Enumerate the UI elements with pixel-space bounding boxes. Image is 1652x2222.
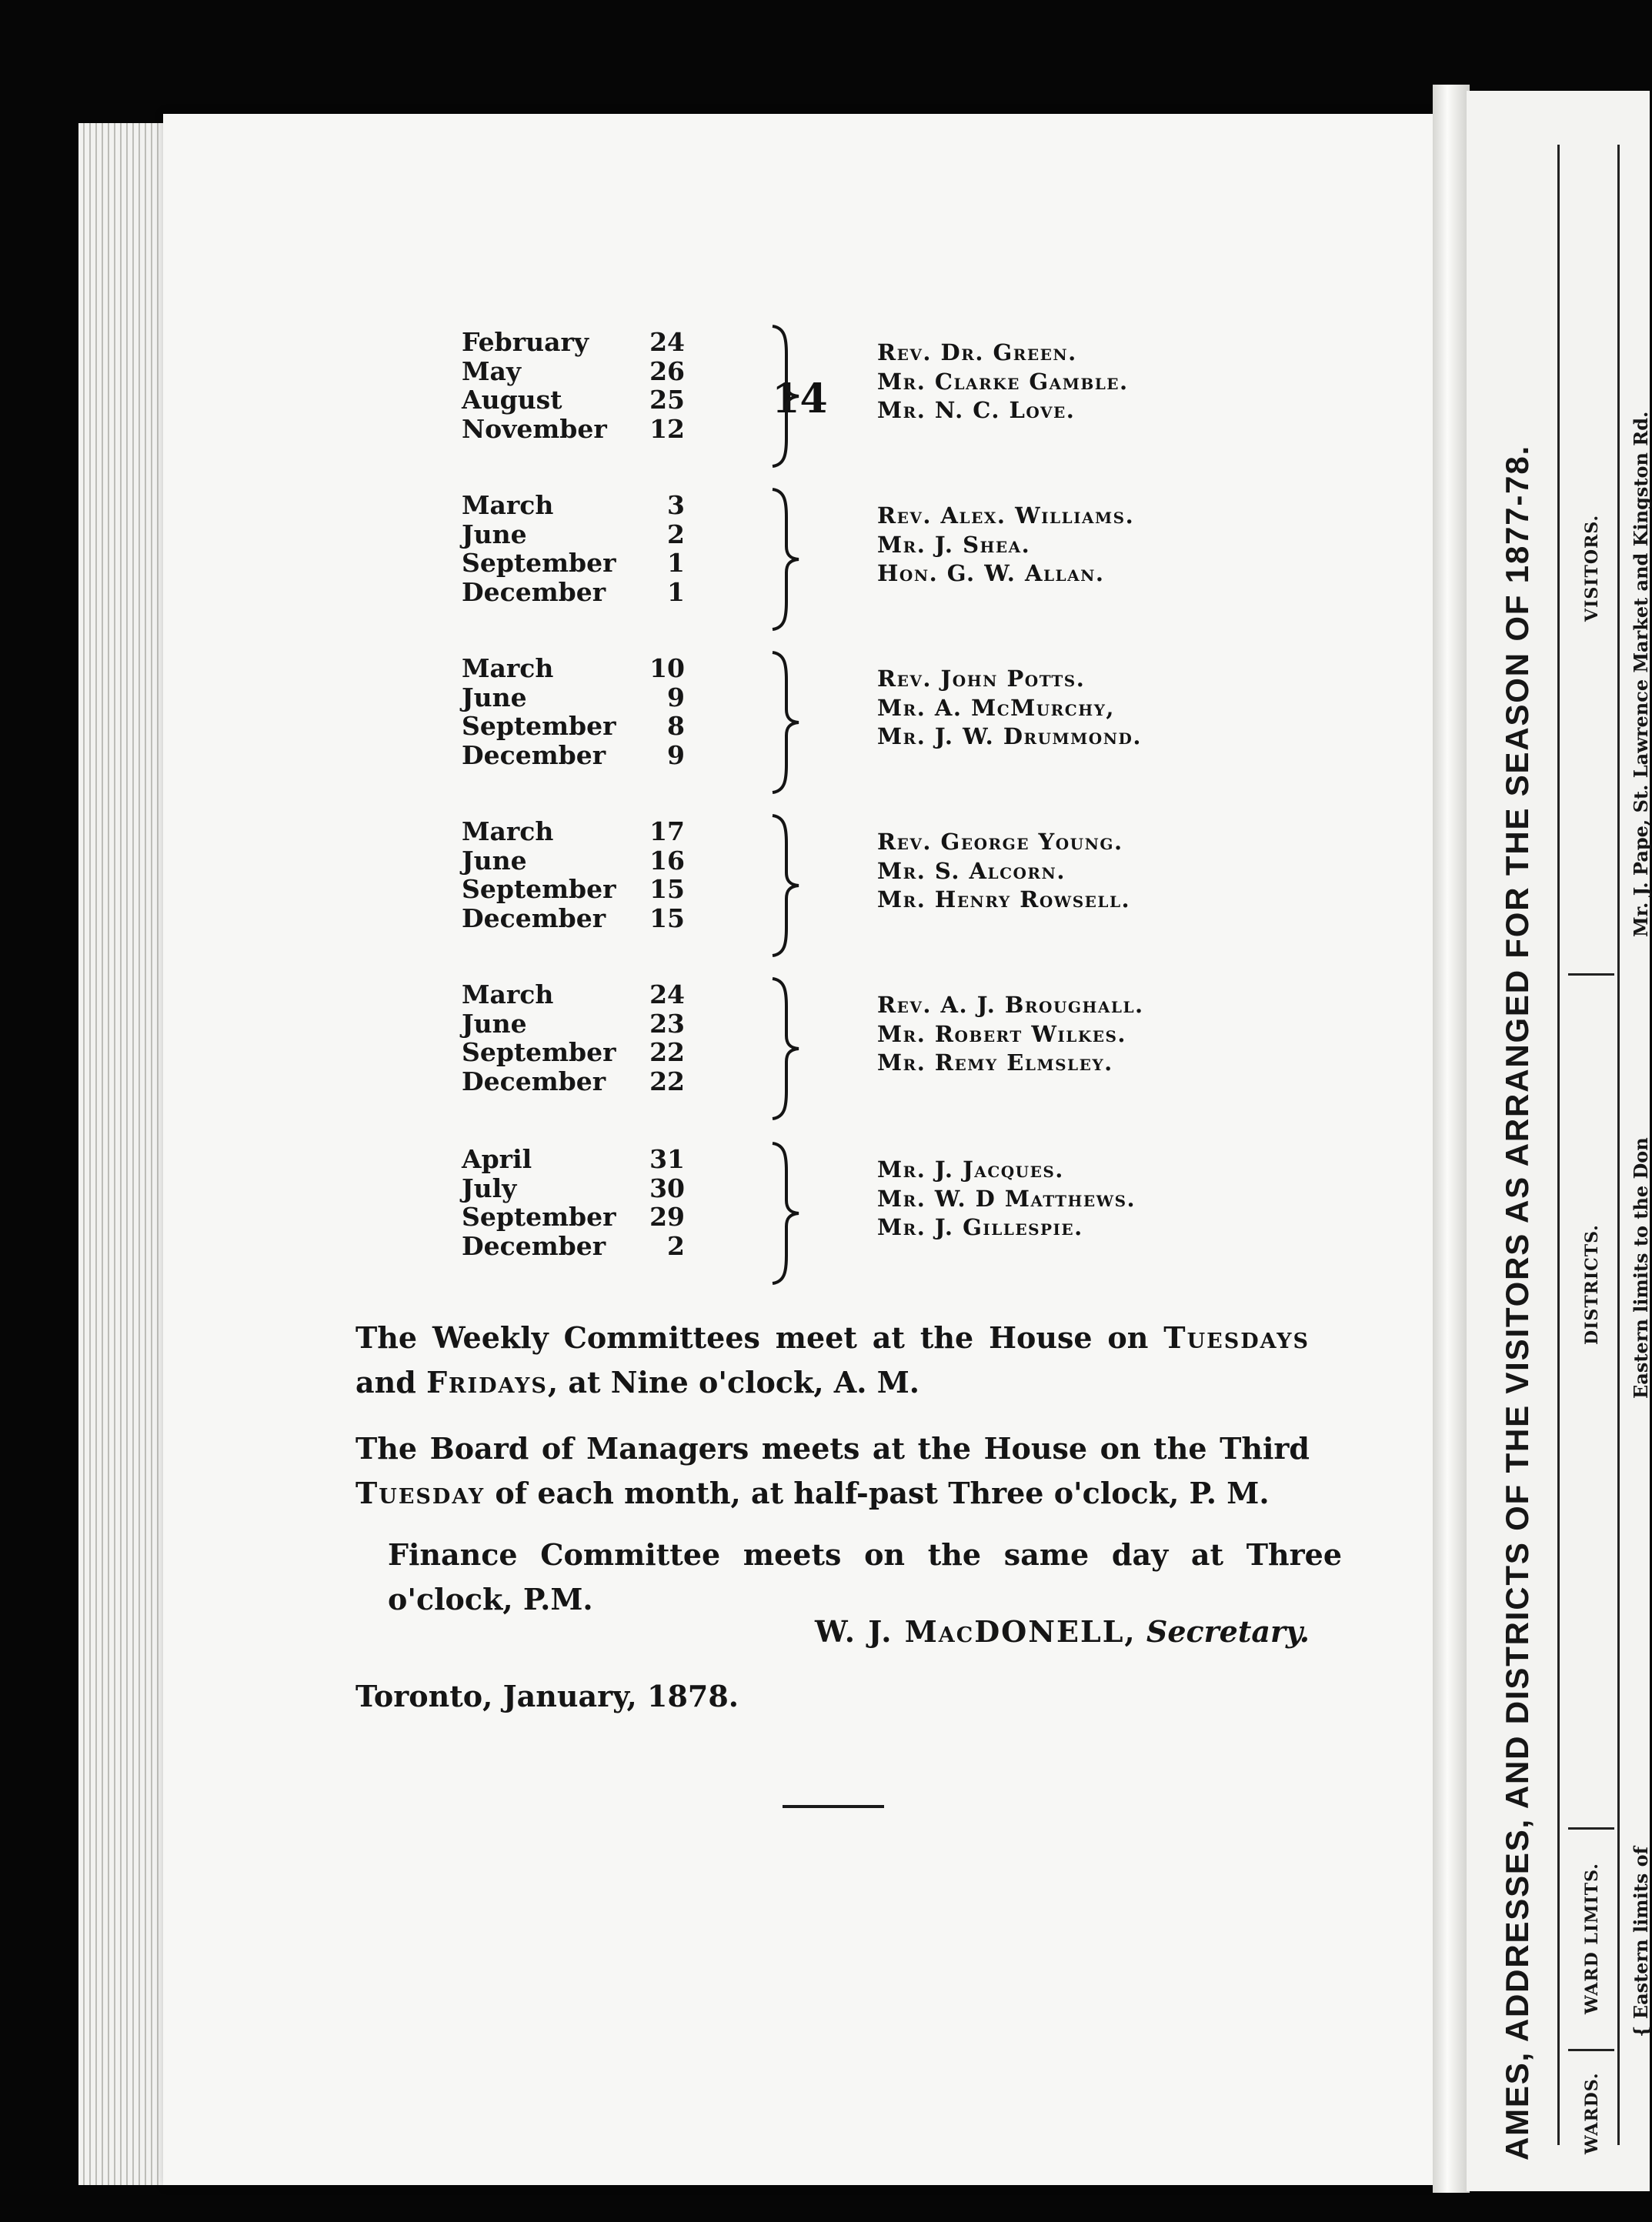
date-month: September — [462, 1202, 616, 1232]
date-row — [462, 520, 693, 549]
date-list — [462, 654, 693, 769]
weekly-committee-paragraph — [355, 1316, 1310, 1405]
schedule-group — [462, 817, 1416, 956]
date-row — [462, 491, 693, 520]
schedule-group — [462, 491, 1416, 629]
schedule-group — [462, 980, 1416, 1119]
curly-brace — [768, 1140, 806, 1286]
visitor-name: Mr. A. McMurchy, — [877, 694, 1115, 721]
date-day: 25 — [649, 385, 685, 415]
date-day: 9 — [667, 739, 685, 770]
visitor-names — [877, 339, 1129, 425]
date-row — [462, 415, 693, 444]
date-day: 15 — [649, 902, 685, 933]
date-row — [462, 1232, 693, 1261]
visitor-name: Mr. J. Gillespie. — [877, 1214, 1083, 1240]
date-day: 24 — [649, 979, 685, 1009]
date-day: 1 — [667, 548, 685, 578]
date-month: May — [462, 355, 522, 386]
date-month: December — [462, 739, 606, 770]
date-row — [462, 1067, 693, 1096]
book-gutter — [1433, 85, 1470, 2193]
document-page — [163, 114, 1437, 2185]
column-divider — [1568, 2049, 1614, 2051]
visitor-name: Mr. J. Shea. — [877, 531, 1031, 558]
date-month: March — [462, 816, 554, 846]
ward-limits-header: WARD LIMITS. — [1582, 1863, 1602, 2014]
date-row — [462, 578, 693, 607]
date-month: June — [462, 682, 527, 712]
visitor-name: Hon. G. W. Allan. — [877, 560, 1105, 586]
visitor-name: Rev. Alex. Williams. — [877, 502, 1135, 529]
column-divider — [1568, 1827, 1614, 1830]
visitor-names — [877, 991, 1144, 1078]
date-month: March — [462, 490, 554, 520]
page-stack-edges — [78, 123, 171, 2185]
para1-text-a: The Weekly Committees meet at the House on — [355, 1320, 1164, 1355]
visitor-name: Rev. A. J. Broughall. — [877, 992, 1144, 1018]
date-row — [462, 846, 693, 876]
signature — [809, 1614, 1310, 1649]
date-month: March — [462, 979, 554, 1009]
curly-brace — [768, 976, 806, 1122]
date-day: 2 — [667, 519, 685, 549]
date-month: December — [462, 1066, 606, 1096]
date-month: September — [462, 548, 616, 578]
date-row — [462, 683, 693, 712]
visitor-name: Rev. Dr. Green. — [877, 339, 1077, 365]
date-day: 23 — [649, 1008, 685, 1039]
date-day: 1 — [667, 576, 685, 607]
date-month: December — [462, 902, 606, 933]
date-month: March — [462, 653, 554, 683]
date-row — [462, 654, 693, 683]
visitor-name: Rev. John Potts. — [877, 666, 1086, 692]
date-month: September — [462, 1037, 616, 1067]
date-list — [462, 491, 693, 606]
adjacent-page-title: AMES, ADDRESSES, AND DISTRICTS OF THE VISITORS AS ARRANGED FOR THE SEASON OF 1877-78. — [1499, 445, 1535, 2160]
visitor-name: Mr. N. C. Love. — [877, 397, 1076, 423]
date-month: April — [462, 1144, 532, 1174]
para2-text-c: of each month, at half-past Three o'clock, P. M. — [485, 1476, 1270, 1510]
visitor-names — [877, 665, 1142, 752]
date-day: 8 — [667, 711, 685, 741]
visitors-header: VISITORS. — [1582, 514, 1602, 622]
date-day: 30 — [649, 1173, 685, 1203]
para1-text-e: , at Nine o'clock, A. M. — [547, 1365, 920, 1400]
date-day: 15 — [649, 874, 685, 904]
curly-brace — [768, 649, 806, 796]
date-month: December — [462, 1230, 606, 1261]
visitor-name: Mr. W. D Matthews. — [877, 1185, 1136, 1212]
date-day: 2 — [667, 1230, 685, 1261]
adjacent-page-content — [1467, 91, 1650, 2191]
secretary-title: Secretary. — [1146, 1614, 1310, 1649]
date-day: 31 — [649, 1144, 685, 1174]
visitor-name: Mr. S. Alcorn. — [877, 857, 1066, 884]
secretary-name: W. J. MacDONELL, — [815, 1614, 1136, 1649]
date-month: September — [462, 711, 616, 741]
schedule-group — [462, 1145, 1416, 1283]
board-of-managers-paragraph — [355, 1426, 1310, 1516]
date-row — [462, 1038, 693, 1067]
date-month: December — [462, 576, 606, 607]
date-day: 26 — [649, 355, 685, 386]
schedule-group — [462, 328, 1416, 466]
schedule-group — [462, 654, 1416, 792]
visitor-names — [877, 502, 1134, 589]
para1-tuesdays: Tuesdays — [1163, 1320, 1310, 1355]
date-row — [462, 817, 693, 846]
date-row — [462, 328, 693, 357]
visitor-name: Rev. George Young. — [877, 829, 1123, 855]
date-day: 9 — [667, 682, 685, 712]
table-header-rule — [1617, 145, 1620, 2145]
date-row — [462, 741, 693, 770]
date-row — [462, 549, 693, 578]
date-day: 29 — [649, 1202, 685, 1232]
end-rule — [783, 1805, 884, 1808]
date-row — [462, 385, 693, 415]
wards-header: WARDS. — [1582, 2072, 1602, 2154]
date-month: September — [462, 874, 616, 904]
date-day: 22 — [649, 1066, 685, 1096]
visitor-name: Mr. Robert Wilkes. — [877, 1020, 1126, 1047]
curly-brace — [768, 812, 806, 959]
date-row — [462, 875, 693, 904]
visitor-names — [877, 828, 1130, 915]
page-number: 14 — [772, 375, 828, 422]
date-month: July — [462, 1173, 517, 1203]
visitor-name: Mr. Clarke Gamble. — [877, 368, 1129, 395]
districts-header: DISTRICTS. — [1582, 1224, 1602, 1345]
finance-committee-paragraph: Finance Committee meets on the same day at Three o'clock, P.M. — [388, 1537, 1342, 1616]
date-month: June — [462, 519, 527, 549]
para2-tuesday: Tuesday — [355, 1476, 486, 1510]
para1-fridays: Fridays — [426, 1365, 548, 1400]
date-list — [462, 980, 693, 1096]
date-row — [462, 1145, 693, 1174]
date-day: 17 — [649, 816, 685, 846]
date-list — [462, 817, 693, 933]
date-day: 16 — [649, 845, 685, 876]
date-row — [462, 712, 693, 741]
date-month: June — [462, 845, 527, 876]
date-row — [462, 980, 693, 1009]
table-top-rule — [1557, 145, 1560, 2145]
district-cell: Eastern limits to the Don — [1630, 1137, 1652, 1399]
visitor-cell: Mr. J. Pape, St. Lawrence Market and Kingston Rd. — [1630, 411, 1652, 937]
date-day: 3 — [667, 490, 685, 520]
date-row — [462, 1174, 693, 1203]
date-month: August — [462, 385, 562, 415]
date-list — [462, 328, 693, 443]
visitor-name: Mr. J. Jacques. — [877, 1156, 1064, 1183]
visitor-name: Mr. J. W. Drummond. — [877, 723, 1142, 749]
date-month: November — [462, 413, 607, 444]
date-row — [462, 904, 693, 933]
visitor-name: Mr. Remy Elmsley. — [877, 1049, 1113, 1076]
date-list — [462, 1145, 693, 1260]
date-day: 24 — [649, 327, 685, 357]
para1-text-c: and — [355, 1365, 427, 1400]
curly-brace — [768, 486, 806, 632]
para2-text-a: The Board of Managers meets at the House on the Third — [355, 1431, 1310, 1466]
date-month: February — [462, 327, 589, 357]
date-row — [462, 357, 693, 386]
date-day: 12 — [649, 413, 685, 444]
date-day: 22 — [649, 1037, 685, 1067]
curly-brace — [768, 323, 806, 469]
visitor-names — [877, 1156, 1136, 1243]
date-month: June — [462, 1008, 527, 1039]
ward-limits-cell: { Eastern limits of — [1630, 1847, 1652, 2037]
visitor-name: Mr. Henry Rowsell. — [877, 886, 1131, 912]
date-row — [462, 1009, 693, 1039]
column-divider — [1568, 973, 1614, 976]
dateline: Toronto, January, 1878. — [355, 1679, 739, 1713]
date-row — [462, 1203, 693, 1232]
date-day: 10 — [649, 653, 685, 683]
